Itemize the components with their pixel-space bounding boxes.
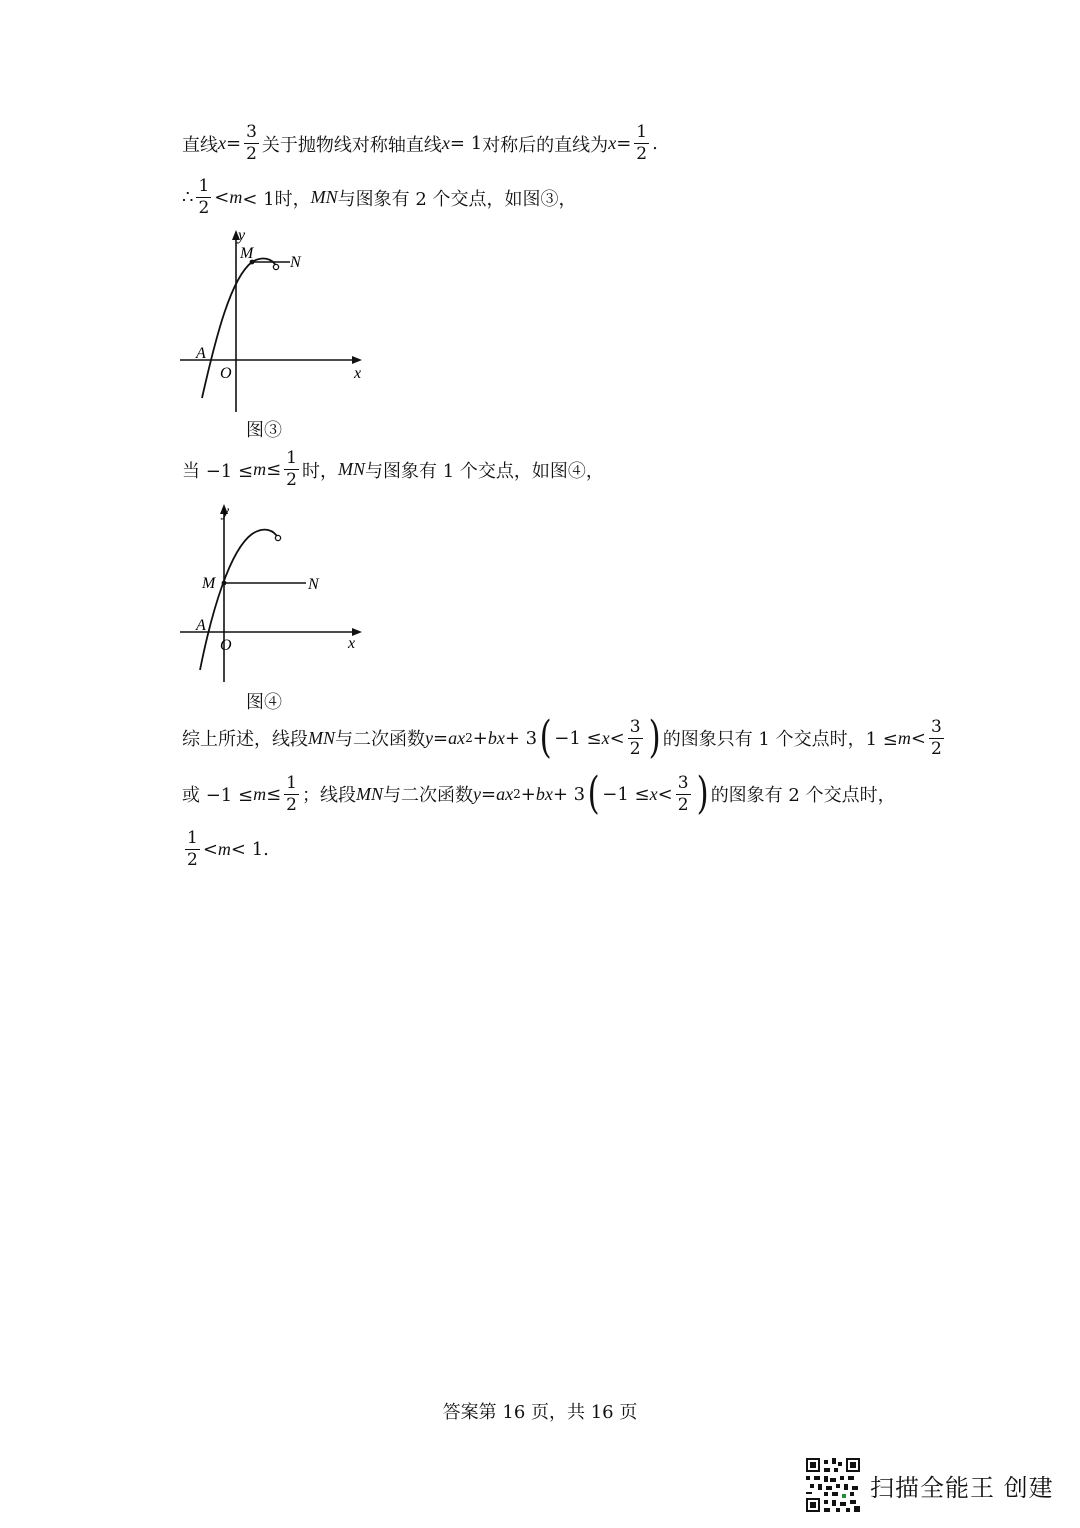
- text-segment: =: [480, 783, 497, 805]
- text-segment: =: [433, 727, 449, 749]
- text-segment: + 3: [552, 783, 586, 805]
- point-m: [222, 581, 227, 586]
- term-bx: bx: [535, 783, 553, 804]
- open-endpoint: [275, 535, 280, 540]
- figure-4-caption: 图④: [246, 692, 282, 713]
- term-ax: ax: [448, 727, 466, 748]
- text-segment: 直线: [182, 134, 218, 156]
- label-y: y: [238, 227, 246, 244]
- fraction: $\frac{1}{2}$: [187, 828, 198, 870]
- text-segment: < 1.: [230, 839, 269, 860]
- figure-4: [176, 500, 376, 686]
- var-m: m: [217, 839, 231, 859]
- fraction: $\frac{1}{2}$: [286, 772, 297, 815]
- var-x: x: [218, 133, 226, 153]
- label-a: A: [196, 617, 206, 634]
- figure-3-graph: [176, 226, 376, 416]
- label-m: M: [202, 575, 216, 592]
- right-paren: ): [648, 712, 661, 763]
- label-y: y: [222, 503, 230, 520]
- left-paren: (: [539, 712, 552, 763]
- open-endpoint: [273, 264, 278, 269]
- label-m: M: [240, 245, 254, 262]
- var-x: x: [649, 783, 658, 804]
- fraction: $\frac{1}{2}$: [286, 448, 297, 490]
- text-segment: ≤: [266, 783, 282, 805]
- text-segment: +: [520, 783, 536, 805]
- text-line-3: [182, 450, 604, 489]
- label-o: O: [220, 637, 232, 654]
- text-line-4: [182, 712, 947, 763]
- page-footer: 答案第 16 页，共 16 页: [442, 1402, 638, 1423]
- label-a: A: [196, 345, 206, 362]
- text-line-1: [182, 124, 658, 163]
- fraction: $\frac{3}{2}$: [629, 716, 641, 759]
- text-segment: 的图象只有 1 个交点时，1 ≤: [662, 729, 898, 750]
- text-segment: <: [214, 187, 230, 208]
- text-segment: 当 −1 ≤: [182, 460, 254, 482]
- text-segment: =: [616, 133, 632, 154]
- label-n: N: [290, 254, 301, 271]
- text-segment: −1 ≤: [602, 783, 650, 805]
- var-m: m: [253, 459, 267, 479]
- exponent: 2: [513, 787, 521, 801]
- watermark-text: 扫描全能王 创建: [870, 1473, 1054, 1502]
- qr-code-icon: [806, 1458, 860, 1512]
- text-segment: 的图象有 2 个交点时，: [710, 785, 896, 806]
- figure-3: [176, 226, 376, 416]
- text-segment: =: [226, 133, 242, 154]
- fraction: $\frac{3}{2}$: [677, 772, 689, 815]
- var-m: m: [229, 187, 243, 207]
- text-segment: 时，: [301, 460, 338, 482]
- parabola-curve: [202, 259, 276, 398]
- text-line-2: [182, 178, 577, 217]
- parabola-curve: [200, 530, 278, 670]
- var-mn: MN: [337, 459, 365, 479]
- text-segment: 与图象有 1 个交点，如图④，: [364, 460, 604, 482]
- left-paren: (: [587, 768, 600, 819]
- var-x: x: [601, 727, 610, 748]
- fraction: $\frac{1}{2}$: [636, 122, 648, 164]
- text-segment: 关于抛物线对称轴直线: [261, 134, 442, 156]
- text-segment: <: [910, 727, 926, 749]
- label-o: O: [220, 365, 232, 382]
- text-segment: 综上所述，线段: [182, 729, 308, 750]
- text-segment: ；线段: [301, 785, 356, 806]
- text-segment: <: [657, 783, 673, 805]
- label-x: x: [348, 635, 356, 652]
- label-n: N: [308, 576, 319, 593]
- exponent: 2: [465, 731, 473, 745]
- var-x: x: [441, 133, 450, 153]
- var-mn: MN: [355, 783, 383, 804]
- text-segment: <: [609, 727, 625, 749]
- x-axis-arrow-icon: [352, 356, 362, 364]
- term-bx: bx: [487, 727, 505, 748]
- var-m: m: [253, 783, 267, 804]
- scanner-watermark: [806, 1458, 1054, 1512]
- figure-4-graph: [176, 500, 376, 686]
- var-y: y: [472, 783, 481, 804]
- text-segment: 或 −1 ≤: [182, 785, 254, 806]
- label-x: x: [354, 365, 362, 382]
- text-segment: 与二次函数: [335, 729, 425, 750]
- var-x: x: [608, 133, 617, 153]
- var-y: y: [425, 727, 433, 748]
- var-m: m: [897, 727, 911, 748]
- text-segment: = 1: [449, 133, 483, 154]
- figure-3-caption: 图③: [246, 420, 282, 441]
- text-segment: −1 ≤: [554, 727, 602, 749]
- var-mn: MN: [308, 727, 335, 748]
- term-ax: ax: [496, 783, 514, 804]
- text-segment: 与图象有 2 个交点，如图③，: [337, 188, 577, 210]
- text-segment: .: [652, 133, 658, 154]
- text-segment: 与二次函数: [382, 785, 473, 806]
- text-segment: <: [202, 839, 218, 860]
- right-paren: ): [696, 768, 709, 819]
- text-segment: ≤: [266, 459, 282, 480]
- text-segment: 对称后的直线为: [482, 134, 609, 156]
- text-segment: +: [472, 727, 488, 749]
- text-segment: < 1时，: [242, 188, 311, 210]
- therefore-symbol: ∴: [182, 187, 194, 208]
- fraction: $\frac{3}{2}$: [930, 716, 942, 759]
- text-segment: + 3: [504, 727, 538, 749]
- text-line-5: [182, 768, 896, 819]
- fraction: $\frac{3}{2}$: [246, 122, 257, 164]
- text-line-6: [182, 830, 269, 869]
- var-mn: MN: [310, 187, 338, 207]
- fraction: $\frac{1}{2}$: [198, 176, 210, 218]
